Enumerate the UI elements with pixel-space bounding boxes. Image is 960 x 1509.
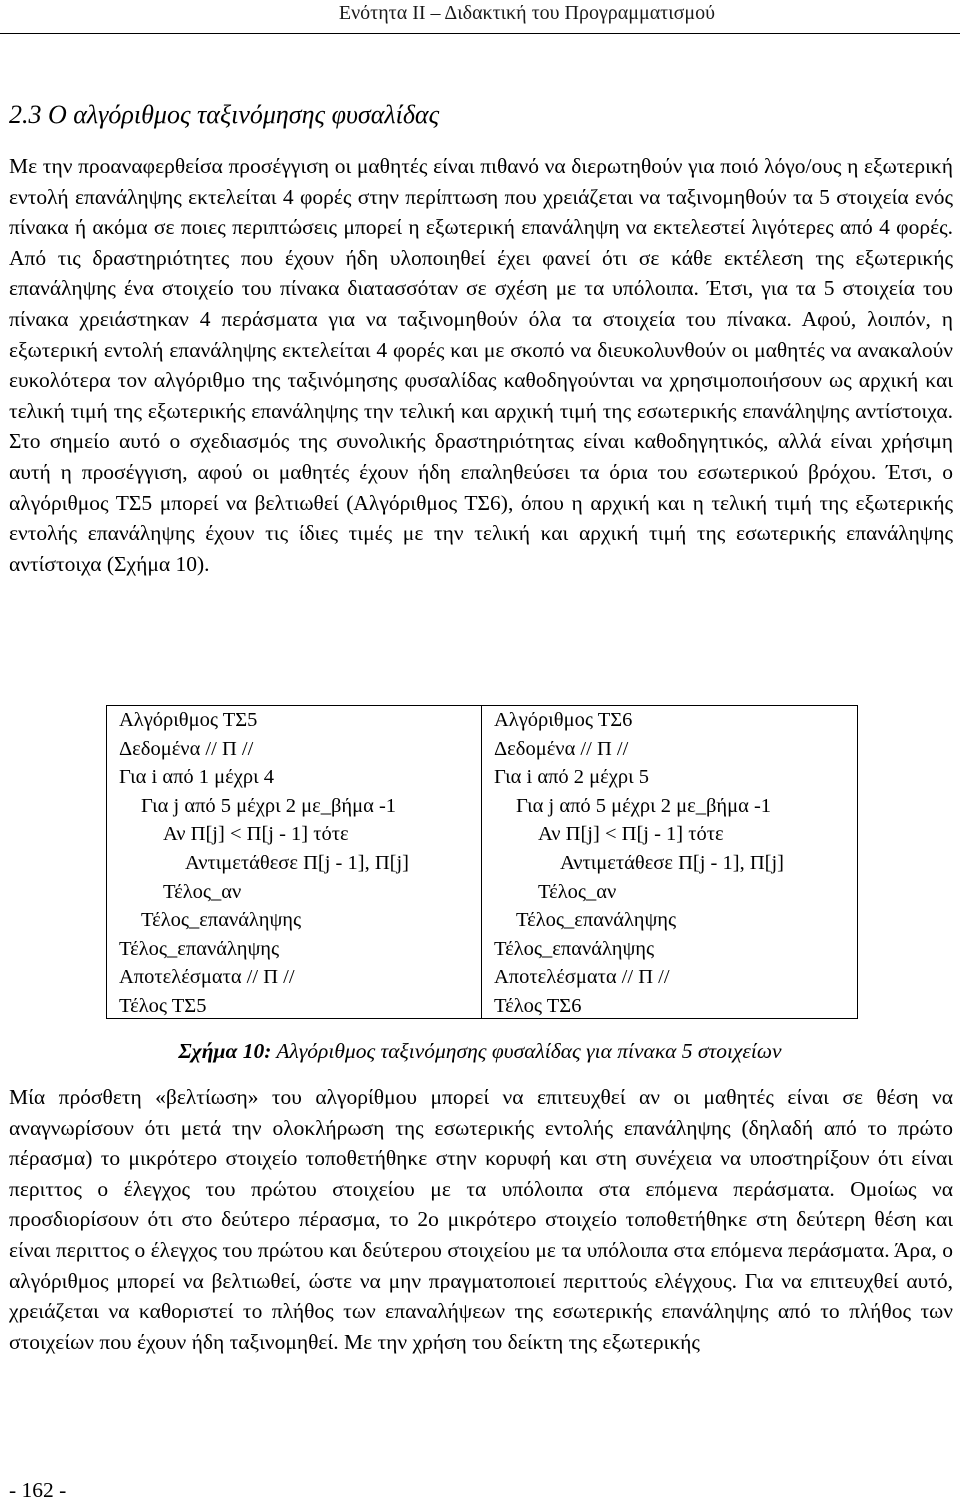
algorithm-comparison-table — [106, 705, 858, 1019]
algorithm-line: Αλγόριθμος ΤΣ5 — [119, 709, 258, 731]
algorithm-line: Δεδομένα // Π // — [494, 737, 629, 760]
algorithm-line: Για i από 1 μέχρι 4 — [119, 766, 274, 789]
algorithm-line: Τέλος_αν — [538, 880, 617, 903]
algorithm-line: Τέλος ΤΣ6 — [494, 994, 582, 1017]
algorithm-ts5-box — [106, 705, 482, 1019]
algorithm-line: Δεδομένα // Π // — [119, 737, 254, 760]
figure-caption — [0, 1039, 960, 1064]
algorithm-line: Για i από 2 μέχρι 5 — [494, 766, 649, 789]
algorithm-line: Τέλος_επανάληψης — [119, 937, 280, 960]
section-title: 2.3 Ο αλγόριθμος ταξινόμησης φυσαλίδας — [9, 100, 440, 129]
algorithm-line: Αλγόριθμος ΤΣ6 — [494, 709, 633, 731]
algorithm-line: Τέλος_αν — [163, 880, 242, 903]
body-paragraph-2 — [9, 1082, 953, 1357]
paragraph-text: Μία πρόσθετη «βελτίωση» του αλγορίθμου μπορεί να επιτευχθεί αν οι μαθητές είναι σε θέση να αναγνωρίσουν ότι μετά την ολοκλήρωση της εσωτερικής εντολής επανάληψης (δηλαδή από το πρώτο πέρασμα) το μικρότερο στοιχείο τοποθετήθηκε στην κορυφή και στη συνέχεια να υποστηρίξουν ότι είναι περιττος ο έλεγχος του πρώτου στοιχείου με τα υπόλοιπα στα επόμενα περάσματα. Ομοίως να προσδιορίσουν ότι στο δεύτερο πέρασμα, το 2ο μικρότερο στοιχείο τοποθετήθηκε στη δεύτερη θέση και είναι περιττος ο έλεγχος του πρώτου και δεύτερου στοιχείου με τα υπόλοιπα στα επόμενα περάσματα. Άρα, ο αλγόριθμος μπορεί να βελτιωθεί, ώστε να μην πραγματοποιεί περιττούς ελέγχους. Για να επιτευχθεί αυτό, χρειάζεται να καθοριστεί το πλήθος των επαναλήψεων της εσωτερικής επανάληψης από το πλήθος των στοιχείων που έχουν ήδη ταξινομηθεί. Με την χρήση του δείκτη της εξωτερικής — [9, 1085, 953, 1354]
page-number: - 162 - — [9, 1478, 67, 1502]
figure-caption-text: Αλγόριθμος ταξινόμησης φυσαλίδας για πίνακα 5 στοιχείων — [271, 1039, 782, 1063]
algorithm-line: Τέλος_επανάληψης — [516, 909, 677, 932]
algorithm-line: Για j από 5 μέχρι 2 με_βήμα -1 — [141, 794, 397, 817]
algorithm-line: Αντιμετάθεσε Π[j - 1], Π[j] — [560, 851, 784, 874]
algorithm-ts6-box — [482, 705, 858, 1019]
algorithm-line: Αντιμετάθεσε Π[j - 1], Π[j] — [185, 851, 409, 874]
algorithm-line: Τέλος_επανάληψης — [141, 909, 302, 932]
algorithm-line: Τέλος_επανάληψης — [494, 937, 655, 960]
algorithm-line: Αποτελέσματα // Π // — [494, 966, 670, 989]
running-header: Ενότητα ΙΙ – Διδακτική του Προγραμματισμού — [338, 2, 715, 24]
body-paragraph-1 — [9, 151, 953, 579]
algorithm-line: Αν Π[j] < Π[j - 1] τότε — [163, 823, 349, 846]
algorithm-line: Αποτελέσματα // Π // — [119, 966, 295, 989]
algorithm-line: Αν Π[j] < Π[j - 1] τότε — [538, 823, 724, 846]
paragraph-text: Με την προαναφερθείσα προσέγγιση οι μαθητές είναι πιθανό να διερωτηθούν για ποιό λόγο/ους η εξωτερική εντολή επανάληψης εκτελείται 4 φορές στην περίπτωση που χρειάζεται να ταξινομηθούν τα 5 στοιχεία ενός πίνακα ή ακόμα σε ποιες περιπτώσεις μπορεί η εξωτερική επανάληψη να εκτελεστεί λιγότερες από 4 φορές. Από τις δραστηριότητες που έχουν ήδη υλοποιηθεί έχει φανεί ότι σε κάθε εκτέλεση της εξωτερικής επανάληψης ένα στοιχείο του πίνακα διατασσόταν σε σχέση με τα υπόλοιπα. Έτσι, για τα 5 στοιχεία του πίνακα χρειάστηκαν 4 περάσματα για να ταξινομηθούν όλα τα στοιχεία του πίνακα. Αφού, λοιπόν, η εξωτερική εντολή επανάληψης εκτελείται 4 φορές και με σκοπό να διευκολυνθούν οι μαθητές να ανακαλούν ευκολότερα τον αλγόριθμο της ταξινόμησης φυσαλίδας καθοδηγούνται να χρησιμοποιήσουν ως αρχική και τελική τιμή της εξωτερικής επανάληψης την τελική και αρχική τιμή της εσωτερικής επανάληψης αντίστοιχα. Στο σημείο αυτό ο σχεδιασμός της συνολικής δραστηριότητας είναι καθοδηγητικός, αλλά είναι χρήσιμη αυτή η προσέγγιση, αφού οι μαθητές έχουν ήδη επαληθεύσει τα όρια του εσωτερικού βρόχου. Έτσι, ο αλγόριθμος ΤΣ5 μπορεί να βελτιωθεί (Αλγόριθμος ΤΣ6), όπου η αρχική και η τελική τιμή της εξωτερικής εντολής επανάληψης έχουν τις ίδιες τιμές με την τελική και αρχική τιμή της εσωτερικής επανάληψης αντίστοιχα (Σχήμα 10). — [9, 154, 953, 576]
header-divider — [0, 33, 960, 34]
figure-label: Σχήμα 10: — [178, 1039, 272, 1063]
algorithm-line: Τέλος ΤΣ5 — [119, 994, 207, 1017]
algorithm-line: Για j από 5 μέχρι 2 με_βήμα -1 — [516, 794, 772, 817]
